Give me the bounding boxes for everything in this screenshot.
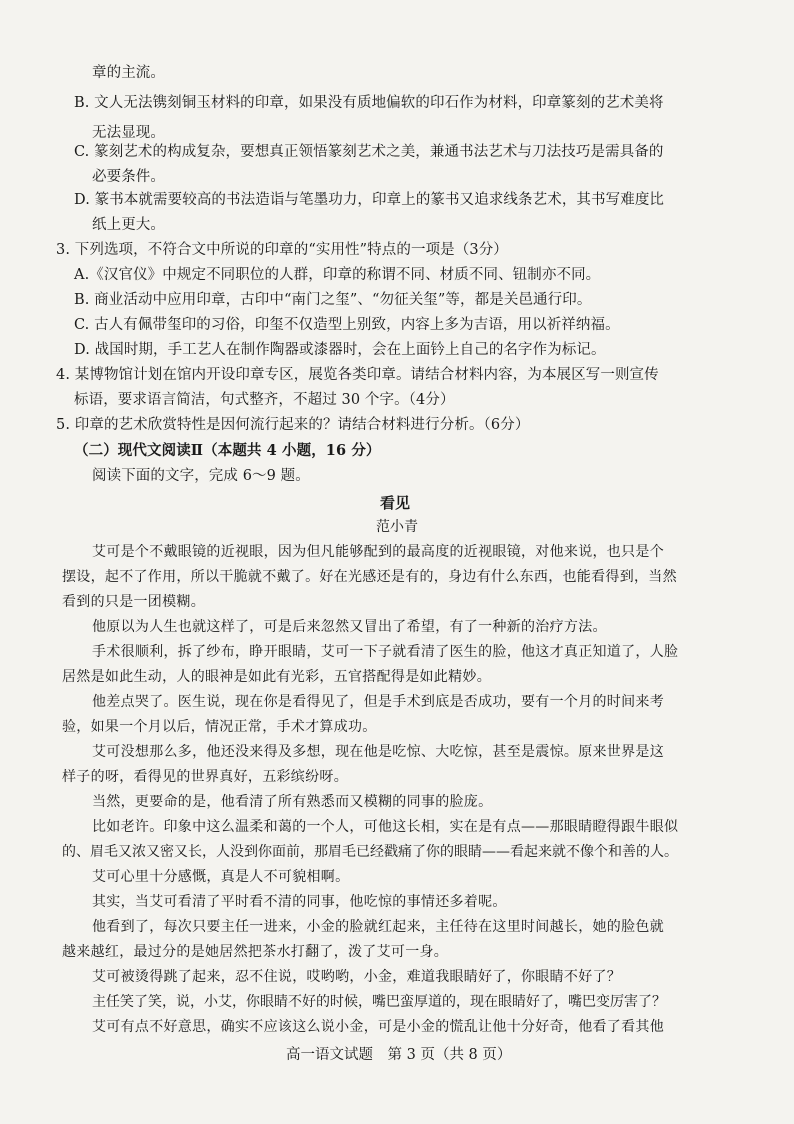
article-line: 当然，更要命的是，他看清了所有熟悉而又模糊的同事的脸庞。	[92, 794, 493, 810]
article-title: 看见	[380, 494, 411, 512]
article-line: 看到的只是一团模糊。	[62, 594, 205, 610]
q2-option-a-continuation: 章的主流。	[92, 65, 165, 81]
q2-option-c-line1: C. 篆刻艺术的构成复杂，要想真正领悟篆刻艺术之美，兼通书法艺术与刀法技巧是需具备的	[74, 144, 664, 160]
section-heading: （二）现代文阅读Ⅱ（本题共 4 小题，16 分）	[74, 442, 381, 459]
q2-option-d-line1: D. 篆书本就需要较高的书法造诣与笔墨功力，印章上的篆书又追求线条艺术，其书写难度比	[74, 192, 665, 208]
q3-stem: 3. 下列选项，不符合文中所说的印章的“实用性”特点的一项是（3分）	[56, 242, 508, 258]
article-line: 手术很顺利，拆了纱布，睁开眼睛，艾可一下子就看清了医生的脸，他这才真正知道了，人脸	[92, 644, 679, 660]
q2-option-b-line2: 无法显现。	[92, 125, 165, 141]
article-line: 艾可没想那么多，他还没来得及多想，现在他是吃惊、大吃惊，甚至是震惊。原来世界是这	[92, 744, 664, 760]
article-line: 的、眉毛又浓又密又长，人没到你面前，那眉毛已经戳痛了你的眼睛——看起来就不像个和善的人。	[62, 844, 678, 860]
q2-option-b-line1: B. 文人无法镌刻铜玉材料的印章，如果没有质地偏软的印石作为材料，印章篆刻的艺术美将	[74, 95, 664, 111]
q5-stem: 5. 印章的艺术欣赏特性是因何流行起来的？请结合材料进行分析。（6分）	[56, 417, 530, 433]
q3-option-a: A.《汉官仪》中规定不同职位的人群，印章的称谓不同、材质不同、钮制亦不同。	[74, 267, 601, 283]
article-line: 他原以为人生也就这样了，可是后来忽然又冒出了希望，有了一种新的治疗方法。	[92, 619, 607, 635]
article-line: 艾可心里十分感慨，真是人不可貌相啊。	[92, 869, 350, 885]
article-line: 比如老许。印象中这么温柔和蔼的一个人，可他这长相，实在是有点——那眼睛瞪得跟牛眼似	[92, 819, 679, 835]
article-line: 他看到了，每次只要主任一进来，小金的脸就红起来，主任待在这里时间越长，她的脸色就	[92, 919, 664, 935]
article-line: 摆设，起不了作用，所以干脆就不戴了。好在光感还是有的，身边有什么东西，也能看得到，当然	[62, 569, 677, 585]
section-instruction: 阅读下面的文字，完成 6～9 题。	[92, 468, 310, 484]
article-line: 样子的呀，看得见的世界真好，五彩缤纷呀。	[62, 769, 348, 785]
q4-line2: 标语，要求语言简洁，句式整齐，不超过 30 个字。（4分）	[74, 392, 455, 408]
article-line: 艾可是个不戴眼镜的近视眼，因为但凡能够配到的最高度的近视眼镜，对他来说，也只是个	[92, 544, 664, 560]
article-line: 他差点哭了。医生说，现在你是看得见了，但是手术到底是否成功，要有一个月的时间来考	[92, 694, 664, 710]
q3-option-b: B. 商业活动中应用印章，古印中“南门之玺”、“勿征关玺”等，都是关邑通行印。	[74, 292, 592, 308]
article-line: 艾可被烫得跳了起来，忍不住说，哎哟哟，小金，难道我眼睛好了，你眼睛不好了？	[92, 969, 622, 985]
article-line: 越来越红，最过分的是她居然把茶水打翻了，泼了艾可一身。	[62, 944, 449, 960]
article-line: 其实，当艾可看清了平时看不清的同事，他吃惊的事情还多着呢。	[92, 894, 507, 910]
q4-line1: 4. 某博物馆计划在馆内开设印章专区，展览各类印章。请结合材料内容，为本展区写一则宣传	[56, 367, 659, 383]
q2-option-d-line2: 纸上更大。	[92, 217, 165, 233]
q2-option-c-line2: 必要条件。	[92, 169, 165, 185]
article-line: 艾可有点不好意思，确实不应该这么说小金，可是小金的慌乱让他十分好奇，他看了看其他	[92, 1019, 664, 1035]
q3-option-c: C. 古人有佩带玺印的习俗，印玺不仅造型上别致，内容上多为吉语，用以祈祥纳福。	[74, 317, 620, 333]
article-author: 范小青	[376, 519, 418, 535]
page-footer: 高一语文试题 第 3 页（共 8 页）	[286, 1047, 512, 1063]
q3-option-d: D. 战国时期，手工艺人在制作陶器或漆器时，会在上面钤上自己的名字作为标记。	[74, 342, 606, 358]
article-line: 主任笑了笑，说，小艾，你眼睛不好的时候，嘴巴蛮厚道的，现在眼睛好了，嘴巴变厉害了？	[92, 994, 666, 1010]
article-line: 验，如果一个月以后，情况正常，手术才算成功。	[62, 719, 377, 735]
article-line: 居然是如此生动，人的眼神是如此有光彩，五官搭配得是如此精妙。	[62, 669, 491, 685]
